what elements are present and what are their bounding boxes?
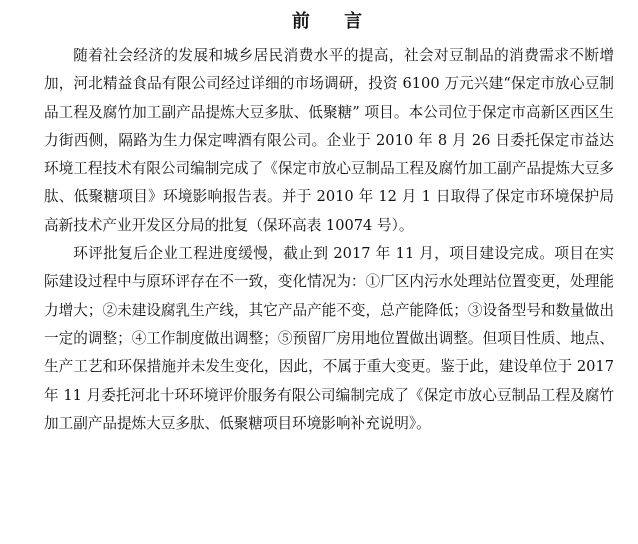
paragraph-background: 随着社会经济的发展和城乡居民消费水平的提高，社会对豆制品的消费需求不断增加，河北精益食品有限公司经过详细的市场调研，投资 6100 万元兴建“保定市放心豆制品工程及腐竹加工副产品提炼大豆多肽、低聚糖” 项目。本公司位于保定市高新区西区生力街西侧，隔路为生力保定啤酒有限公司。企业于 2010 年 8 月 26 日委托保定市益达环境工程技术有限公司编制完成了《保定市放心豆制品工程及腐竹加工副产品提炼大豆多肽、低聚糖项目》环境影响报告表。并于 2010 年 12 月 1 日取得了保定市环境保护局高新技术产业开发区分局的批复（保环高表 10074 号）。 bbox=[44, 47, 614, 234]
paragraph-changes: 环评批复后企业工程进度缓慢，截止到 2017 年 11 月，项目建设完成。项目在实际建设过程中与原环评存在不一致，变化情况为：①厂区内污水处理站位置变更，处理能力增大；②未建设腐乳生产线，其它产品产能不变，总产能降低；③设备型号和数量做出一定的调整；④工作制度做出调整；⑤预留厂房用地位置做出调整。但项目性质、地点、生产工艺和环保措施并未发生变化，因此，不属于重大变更。鉴于此，建设单位于 2017 年 11 月委托河北十环环境评价服务有限公司编制完成了《保定市放心豆制品工程及腐竹加工副产品提炼大豆多肽、低聚糖项目环境影响补充说明》。 bbox=[44, 245, 614, 432]
page-title: 前 言 bbox=[291, 11, 377, 32]
